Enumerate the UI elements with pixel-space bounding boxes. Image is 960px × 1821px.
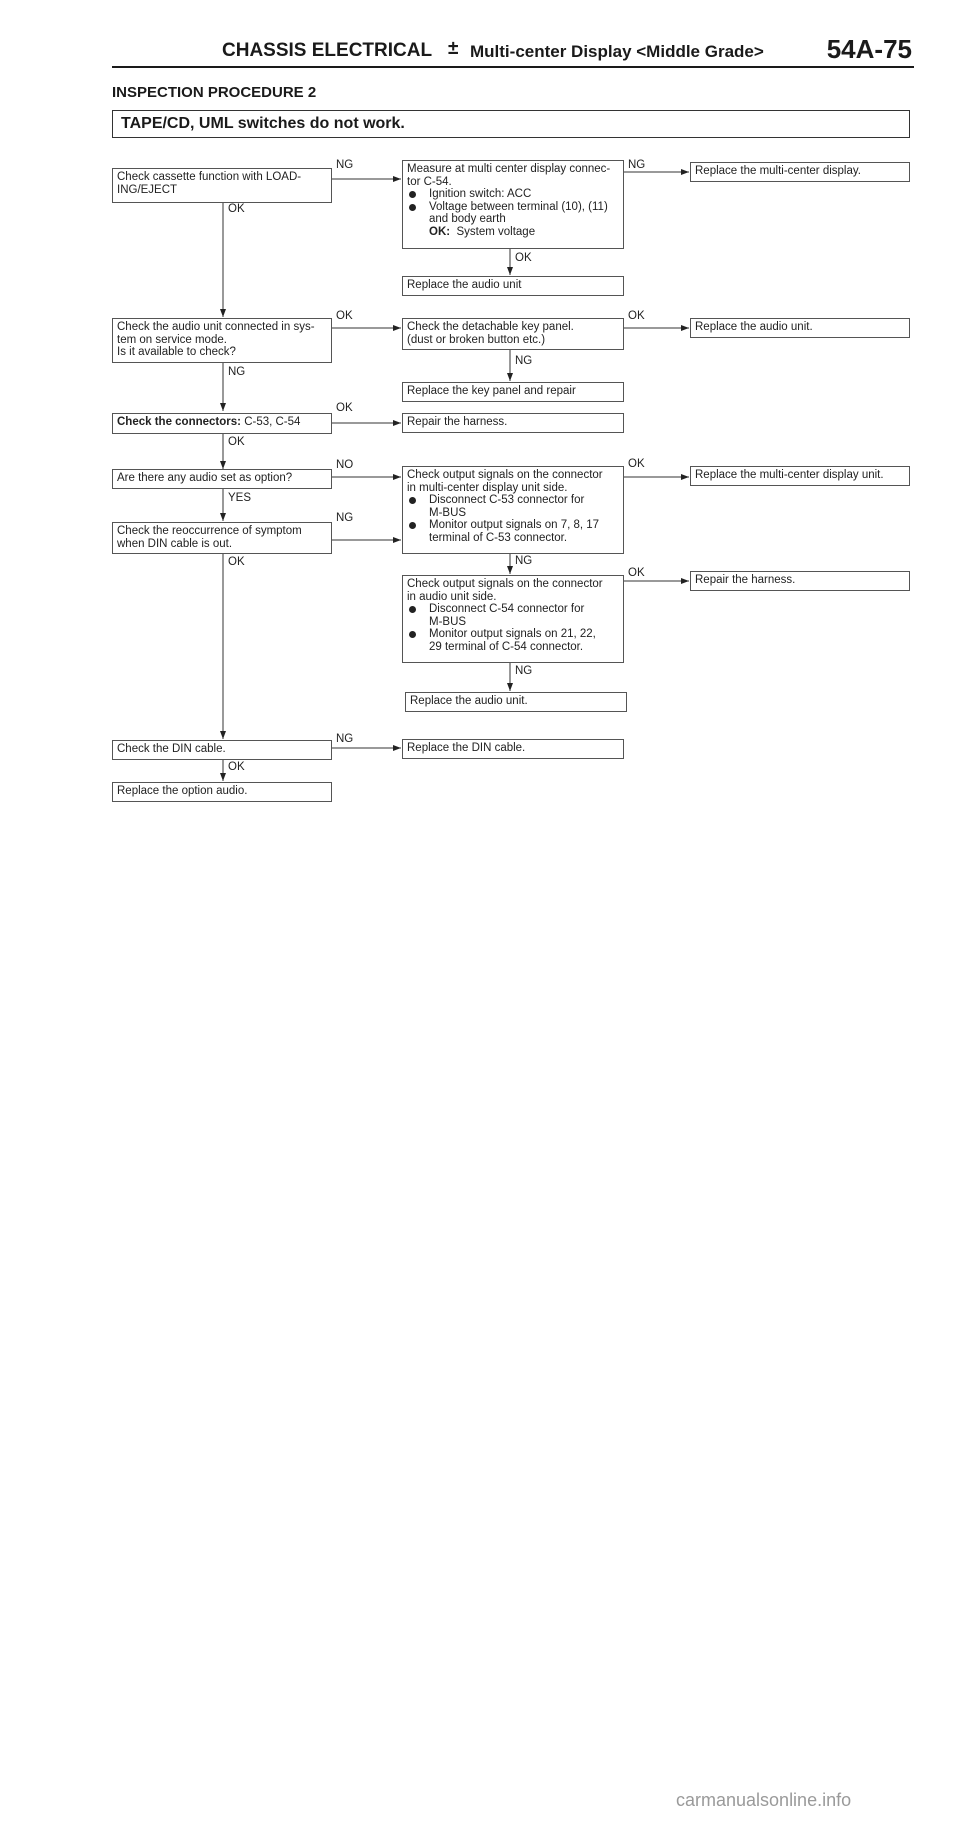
step-replace-multi-center-display-unit: Replace the multi-center display unit. — [690, 466, 910, 486]
step-check-din-reoccurrence: Check the reoccurrence of symptom when DIN cable is out. — [112, 522, 332, 554]
step-repair-harness-2: Repair the harness. — [690, 571, 910, 591]
step-check-output-c53: Check output signals on the connector in multi-center display unit side. Disconnect C-53 connector for M-BUS Monitor output signals on 7, 8, 17 terminal of C-53 connector. — [402, 466, 624, 554]
header-separator: ± — [448, 38, 459, 59]
branch-label: NO — [336, 459, 354, 471]
branch-label: NG — [336, 512, 354, 524]
step-check-din-cable: Check the DIN cable. — [112, 740, 332, 760]
step-replace-audio-unit-3: Replace the audio unit. — [405, 692, 627, 712]
step-replace-audio-unit-2: Replace the audio unit. — [690, 318, 910, 338]
header-chapter: CHASSIS ELECTRICAL — [222, 40, 433, 61]
branch-label: OK — [228, 556, 245, 568]
page-number: 54A-75 — [826, 34, 912, 64]
step-audio-option-question: Are there any audio set as option? — [112, 469, 332, 489]
branch-label: NG — [515, 665, 533, 677]
procedure-banner-text: TAPE/CD, UML switches do not work. — [121, 115, 405, 132]
step-replace-key-panel: Replace the key panel and repair — [402, 382, 624, 402]
branch-label: OK — [515, 252, 532, 264]
branch-label: OK — [228, 203, 245, 215]
step-check-output-c54: Check output signals on the connector in audio unit side. Disconnect C-54 connector for M-BUS Monitor output signals on 21, 22, 29 terminal of C-54 connector. — [402, 575, 624, 663]
branch-label: NG — [628, 159, 646, 171]
branch-label: NG — [515, 355, 533, 367]
step-check-audio-unit-service-mode: Check the audio unit connected in sys- tem on service mode. Is it available to check? — [112, 318, 332, 363]
branch-label: OK — [228, 761, 245, 773]
branch-label: NG — [336, 159, 354, 171]
branch-label: OK — [628, 458, 645, 470]
branch-label: NG — [336, 733, 354, 745]
watermark: carmanualsonline.info — [676, 1790, 852, 1810]
step-check-key-panel: Check the detachable key panel. (dust or broken button etc.) — [402, 318, 624, 350]
branch-label: YES — [228, 492, 252, 504]
branch-label: OK — [628, 567, 645, 579]
step-measure-connector-c54: Measure at multi center display connec- tor C-54. Ignition switch: ACC Voltage between terminal (10), (11) and body earth OK: System voltage — [402, 160, 624, 249]
header-subtitle: Multi-center Display <Middle Grade> — [470, 42, 764, 61]
step-replace-audio-unit-1: Replace the audio unit — [402, 276, 624, 296]
step-replace-option-audio: Replace the option audio. — [112, 782, 332, 802]
branch-label: NG — [228, 366, 246, 378]
step-replace-multi-center-display: Replace the multi-center display. — [690, 162, 910, 182]
branch-label: OK — [228, 436, 245, 448]
section-title: INSPECTION PROCEDURE 2 — [112, 84, 317, 101]
step-check-connectors: Check the connectors: C-53, C-54 — [112, 413, 332, 434]
branch-label: OK — [628, 310, 645, 322]
step-repair-harness-1: Repair the harness. — [402, 413, 624, 433]
branch-label: OK — [336, 402, 353, 414]
step-replace-din-cable: Replace the DIN cable. — [402, 739, 624, 759]
step-check-cassette: Check cassette function with LOAD- ING/EJECT — [112, 168, 332, 203]
branch-label: NG — [515, 555, 533, 567]
branch-label: OK — [336, 310, 353, 322]
